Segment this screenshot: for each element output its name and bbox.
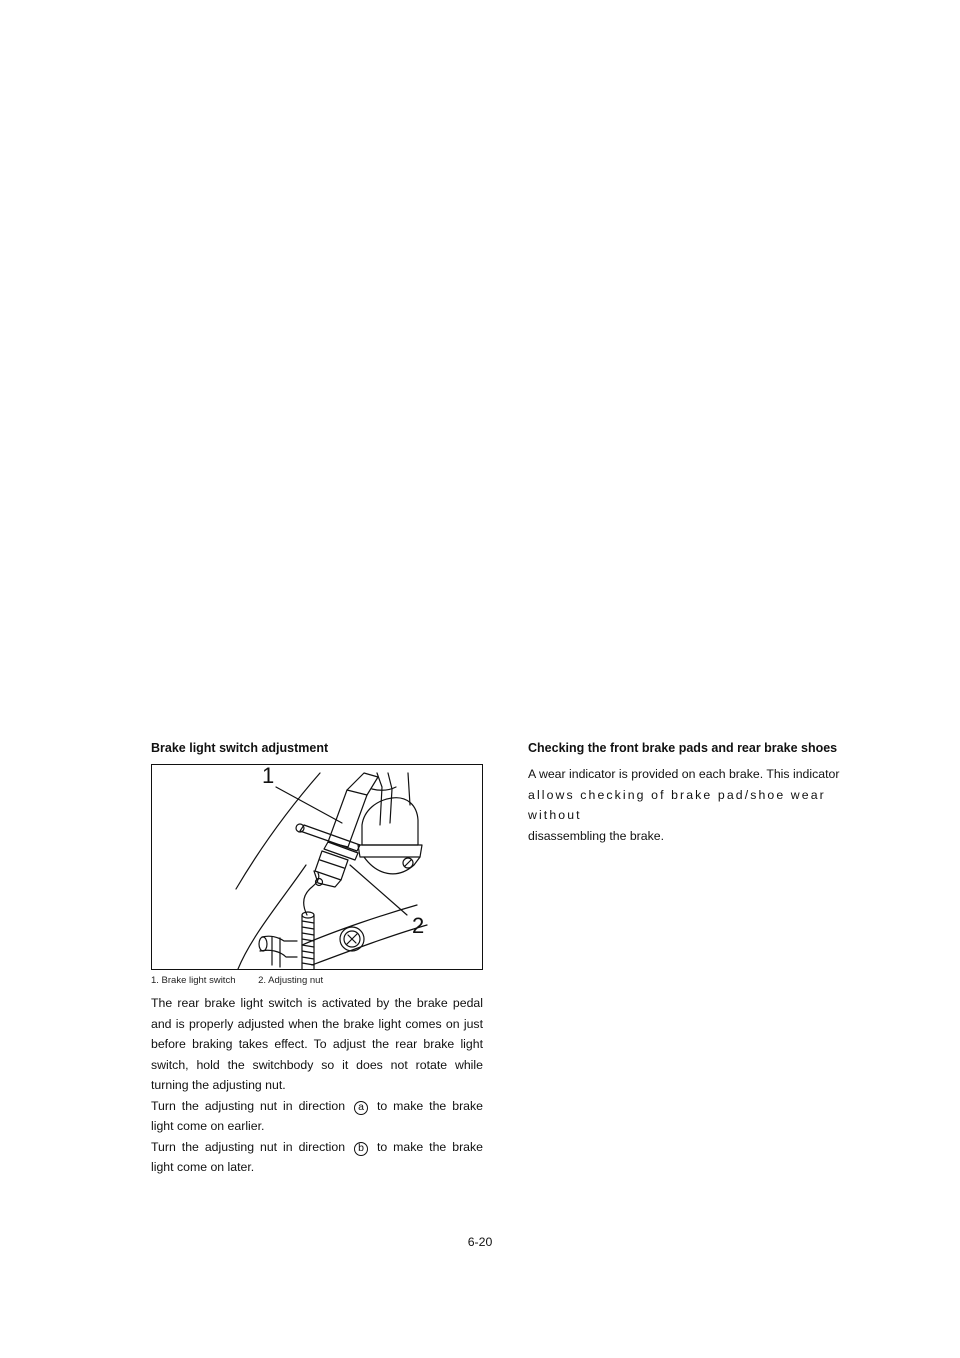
wear-indicator-line-2: allows checking of brake pad/shoe wear without — [528, 787, 826, 822]
paragraph-direction-b — [151, 1137, 483, 1178]
paragraph-direction-a — [151, 1096, 483, 1137]
caption-item-2: 2. Adjusting nut — [258, 975, 324, 986]
direction-b-text-after: to make the brake light come on later. — [151, 1139, 483, 1174]
direction-a-text-before: Turn the adjusting nut in direction — [151, 1098, 346, 1113]
callout-number-1: 1 — [262, 764, 275, 788]
direction-a-text-after: to make the brake light come on earlier. — [151, 1098, 483, 1133]
brake-pads-heading: Checking the front brake pads and rear brake shoes — [528, 741, 838, 755]
direction-a-symbol: a — [354, 1101, 368, 1115]
wear-indicator-line-3: disassembling the brake. — [528, 828, 665, 843]
reservoir — [358, 798, 422, 874]
paragraph-switch-description: The rear brake light switch is activated by the brake pedal and is properly adjusted when the brake light comes on just before braking takes effect. To adjust the rear brake light switch, hold the switchbody so it does not rotate while turning the adjusting nut. — [151, 996, 483, 1092]
frame-edge-upper — [236, 773, 320, 889]
right-column — [528, 740, 860, 846]
leader-line-1 — [276, 787, 342, 823]
direction-b-text-before: Turn the adjusting nut in direction — [151, 1139, 346, 1154]
brake-light-switch-body — [296, 773, 378, 887]
adjustment-instructions — [151, 993, 483, 1178]
wear-indicator-text — [528, 764, 860, 846]
left-column — [151, 740, 483, 1178]
wear-indicator-line-1: A wear indicator is provided on each brake. This indicator — [528, 767, 840, 781]
brake-light-heading: Brake light switch adjustment — [151, 741, 329, 755]
mounting-bolt — [340, 927, 364, 951]
callout-number-2: 2 — [412, 913, 425, 938]
leader-line-2 — [350, 865, 407, 915]
return-spring — [302, 873, 319, 969]
page-number: 6-20 — [467, 1235, 493, 1249]
brake-light-switch-figure — [151, 764, 483, 970]
caption-item-1: 1. Brake light switch — [151, 975, 236, 986]
figure-caption — [151, 975, 483, 987]
brake-switch-illustration — [152, 765, 482, 969]
direction-b-symbol: b — [354, 1142, 368, 1156]
